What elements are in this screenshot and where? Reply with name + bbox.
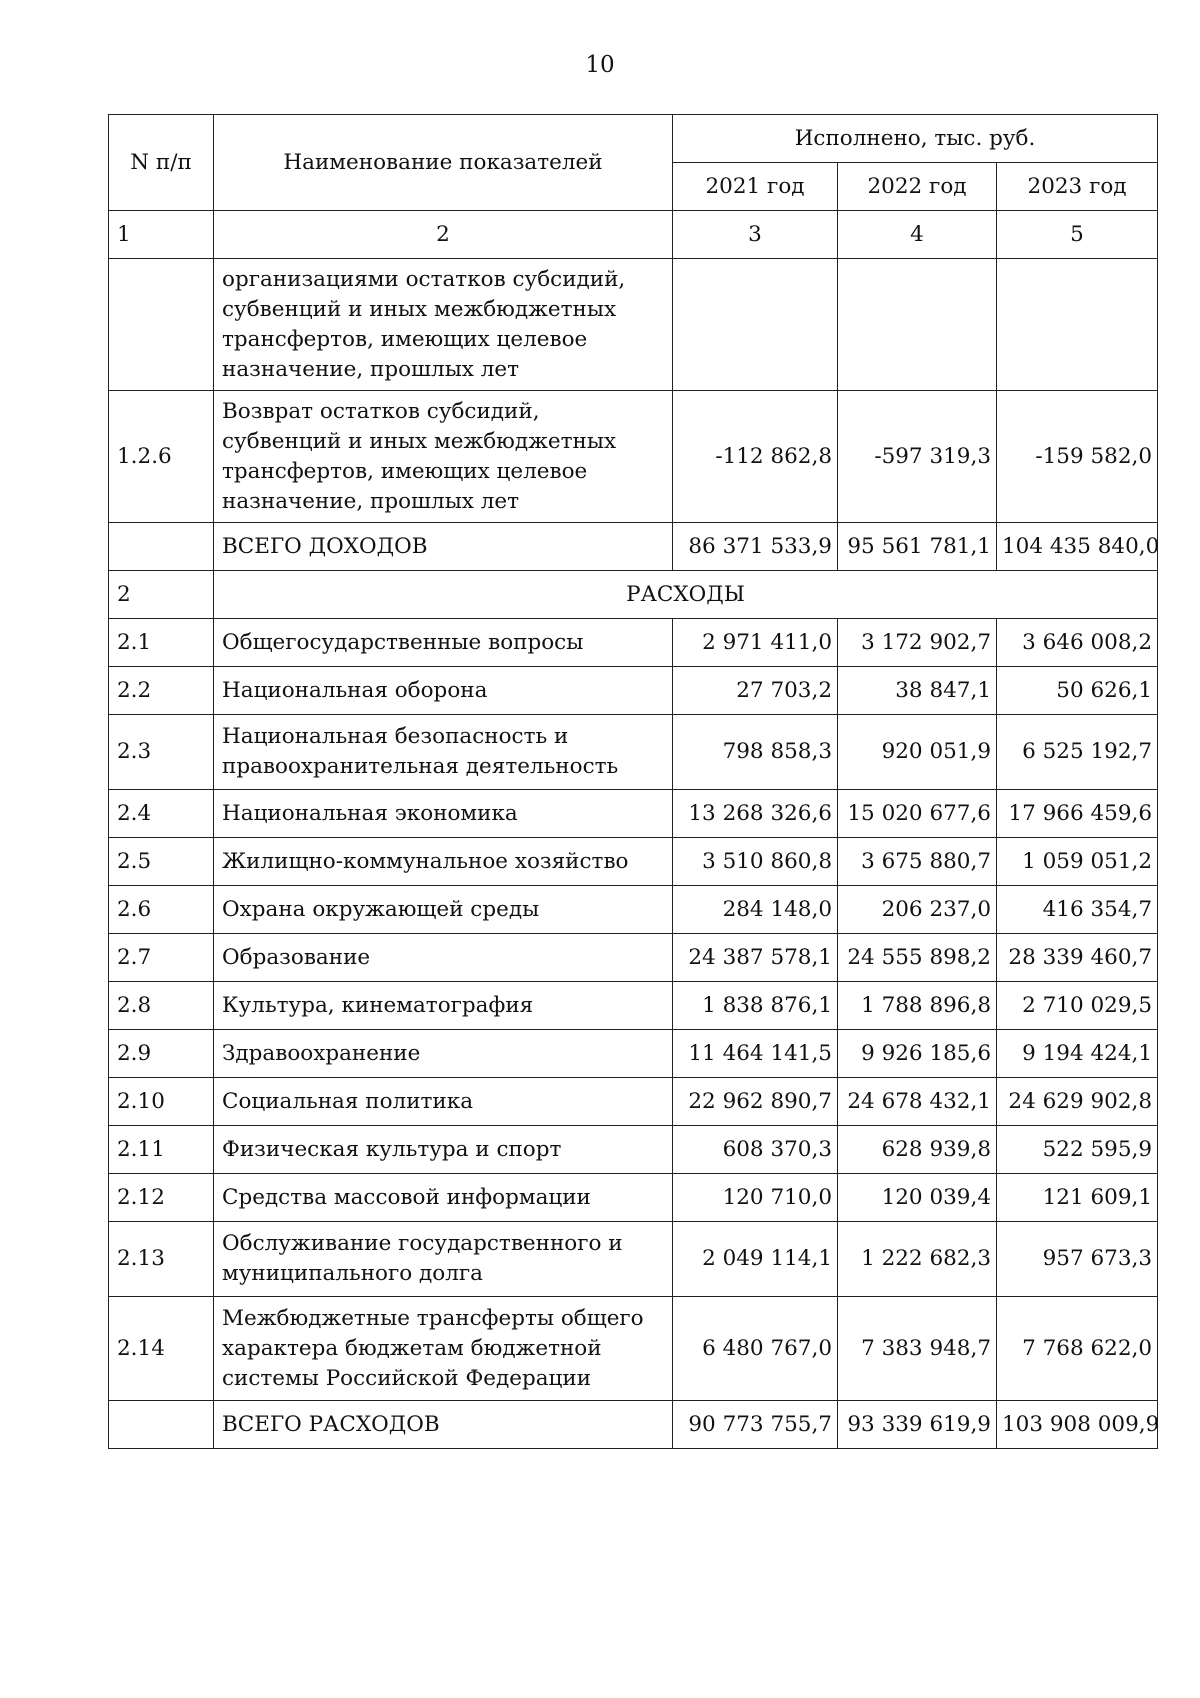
value-2022: 93 339 619,9 [838, 1401, 997, 1449]
indicator-name: Обслуживание государственного и муниципального долга [214, 1222, 673, 1297]
row-number: 2.3 [109, 715, 214, 790]
value-2023: 9 194 424,1 [997, 1030, 1158, 1078]
table-row [109, 886, 1158, 934]
value-2023: 6 525 192,7 [997, 715, 1158, 790]
value-2021: 22 962 890,7 [673, 1078, 838, 1126]
row-number [109, 1401, 214, 1449]
header-number-column: N п/п [109, 115, 214, 211]
value-2022: 95 561 781,1 [838, 523, 997, 571]
value-2021: 86 371 533,9 [673, 523, 838, 571]
value-2023: 416 354,7 [997, 886, 1158, 934]
table-row [109, 790, 1158, 838]
value-2023: 1 059 051,2 [997, 838, 1158, 886]
value-2022: 24 678 432,1 [838, 1078, 997, 1126]
table-row [109, 259, 1158, 391]
table-row [109, 838, 1158, 886]
value-2022: 628 939,8 [838, 1126, 997, 1174]
indicator-name: Образование [214, 934, 673, 982]
value-2021: 798 858,3 [673, 715, 838, 790]
indicator-name: Национальная оборона [214, 667, 673, 715]
table-row [109, 667, 1158, 715]
value-2023: 24 629 902,8 [997, 1078, 1158, 1126]
value-2021: 27 703,2 [673, 667, 838, 715]
value-2023: 104 435 840,0 [997, 523, 1158, 571]
header-year-2023: 2023 год [997, 163, 1158, 211]
value-2023: 522 595,9 [997, 1126, 1158, 1174]
value-2023: 957 673,3 [997, 1222, 1158, 1297]
value-2022: 3 172 902,7 [838, 619, 997, 667]
indicator-name: Общегосударственные вопросы [214, 619, 673, 667]
table-row [109, 715, 1158, 790]
header-index-3: 3 [673, 211, 838, 259]
row-number: 2.12 [109, 1174, 214, 1222]
indicator-name: Физическая культура и спорт [214, 1126, 673, 1174]
value-2022 [838, 259, 997, 391]
indicator-name: ВСЕГО РАСХОДОВ [214, 1401, 673, 1449]
value-2021: 90 773 755,7 [673, 1401, 838, 1449]
table-row [109, 982, 1158, 1030]
indicator-name: Здравоохранение [214, 1030, 673, 1078]
value-2023: -159 582,0 [997, 391, 1158, 523]
value-2022: 9 926 185,6 [838, 1030, 997, 1078]
indicator-name: Межбюджетные трансферты общего характера бюджетам бюджетной системы Российской Федерации [214, 1297, 673, 1401]
value-2023: 17 966 459,6 [997, 790, 1158, 838]
value-2021: -112 862,8 [673, 391, 838, 523]
value-2021: 2 049 114,1 [673, 1222, 838, 1297]
row-number: 2.5 [109, 838, 214, 886]
table-body [109, 259, 1158, 1449]
row-number: 2.10 [109, 1078, 214, 1126]
value-2021: 3 510 860,8 [673, 838, 838, 886]
row-number: 2.4 [109, 790, 214, 838]
row-number [109, 523, 214, 571]
value-2021: 11 464 141,5 [673, 1030, 838, 1078]
row-number: 2.11 [109, 1126, 214, 1174]
indicator-name: Национальная безопасность и правоохранительная деятельность [214, 715, 673, 790]
value-2021: 2 971 411,0 [673, 619, 838, 667]
indicator-name: Охрана окружающей среды [214, 886, 673, 934]
value-2023: 2 710 029,5 [997, 982, 1158, 1030]
value-2021 [673, 259, 838, 391]
value-2022: -597 319,3 [838, 391, 997, 523]
value-2022: 7 383 948,7 [838, 1297, 997, 1401]
header-index-2: 2 [214, 211, 673, 259]
value-2021: 13 268 326,6 [673, 790, 838, 838]
value-2022: 120 039,4 [838, 1174, 997, 1222]
value-2021: 1 838 876,1 [673, 982, 838, 1030]
budget-execution-table [108, 114, 1158, 1449]
value-2023: 50 626,1 [997, 667, 1158, 715]
value-2023: 121 609,1 [997, 1174, 1158, 1222]
table-row [109, 523, 1158, 571]
indicator-name: Социальная политика [214, 1078, 673, 1126]
indicator-name: Культура, кинематография [214, 982, 673, 1030]
value-2023 [997, 259, 1158, 391]
header-index-row [109, 211, 1158, 259]
table-row [109, 1174, 1158, 1222]
row-number: 2 [109, 571, 214, 619]
row-number: 2.8 [109, 982, 214, 1030]
header-year-2021: 2021 год [673, 163, 838, 211]
table-row [109, 619, 1158, 667]
table-row [109, 934, 1158, 982]
header-index-4: 4 [838, 211, 997, 259]
indicator-name: Национальная экономика [214, 790, 673, 838]
page-number: 10 [585, 52, 615, 78]
row-number: 1.2.6 [109, 391, 214, 523]
row-number: 2.1 [109, 619, 214, 667]
row-number: 2.14 [109, 1297, 214, 1401]
value-2021: 6 480 767,0 [673, 1297, 838, 1401]
value-2022: 920 051,9 [838, 715, 997, 790]
header-executed-group: Исполнено, тыс. руб. [673, 115, 1158, 163]
value-2022: 15 020 677,6 [838, 790, 997, 838]
value-2023: 103 908 009,9 [997, 1401, 1158, 1449]
table-row [109, 1078, 1158, 1126]
indicator-name: Средства массовой информации [214, 1174, 673, 1222]
value-2022: 38 847,1 [838, 667, 997, 715]
indicator-name: Возврат остатков субсидий, субвенций и иных межбюджетных трансфертов, имеющих целевое назначение, прошлых лет [214, 391, 673, 523]
value-2021: 608 370,3 [673, 1126, 838, 1174]
value-2022: 1 788 896,8 [838, 982, 997, 1030]
value-2022: 24 555 898,2 [838, 934, 997, 982]
section-row [109, 571, 1158, 619]
value-2022: 3 675 880,7 [838, 838, 997, 886]
value-2023: 3 646 008,2 [997, 619, 1158, 667]
value-2023: 7 768 622,0 [997, 1297, 1158, 1401]
table-row [109, 1126, 1158, 1174]
table-row [109, 1401, 1158, 1449]
indicator-name: организациями остатков субсидий, субвенций и иных межбюджетных трансфертов, имеющих целевое назначение, прошлых лет [214, 259, 673, 391]
row-number: 2.2 [109, 667, 214, 715]
row-number: 2.13 [109, 1222, 214, 1297]
table-row [109, 391, 1158, 523]
table-header [109, 115, 1158, 259]
table-row [109, 1030, 1158, 1078]
header-index-1: 1 [109, 211, 214, 259]
value-2021: 120 710,0 [673, 1174, 838, 1222]
table-row [109, 1222, 1158, 1297]
row-number [109, 259, 214, 391]
table-row [109, 1297, 1158, 1401]
header-year-2022: 2022 год [838, 163, 997, 211]
value-2023: 28 339 460,7 [997, 934, 1158, 982]
row-number: 2.7 [109, 934, 214, 982]
value-2022: 1 222 682,3 [838, 1222, 997, 1297]
header-index-5: 5 [997, 211, 1158, 259]
row-number: 2.6 [109, 886, 214, 934]
indicator-name: ВСЕГО ДОХОДОВ [214, 523, 673, 571]
value-2021: 24 387 578,1 [673, 934, 838, 982]
row-number: 2.9 [109, 1030, 214, 1078]
value-2021: 284 148,0 [673, 886, 838, 934]
header-indicator-name-column: Наименование показателей [214, 115, 673, 211]
value-2022: 206 237,0 [838, 886, 997, 934]
indicator-name: Жилищно-коммунальное хозяйство [214, 838, 673, 886]
section-title: РАСХОДЫ [214, 571, 1158, 619]
